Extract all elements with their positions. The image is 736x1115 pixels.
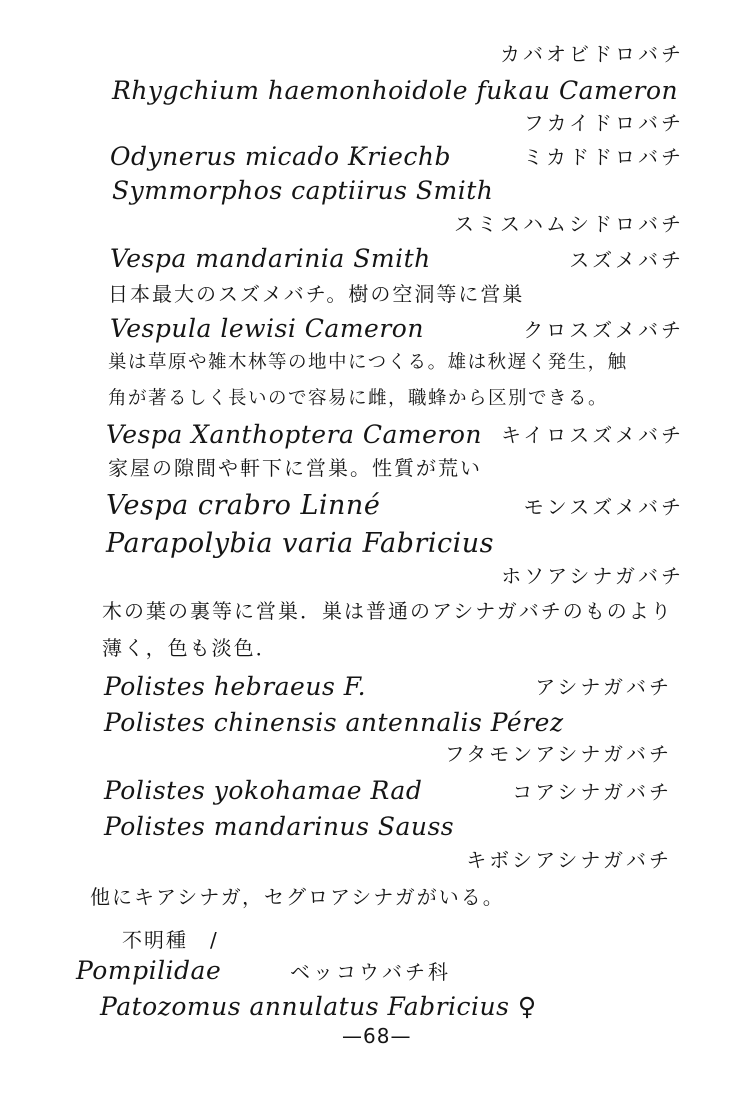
scientific-name: Symmorphos captiirus Smith xyxy=(112,176,494,205)
family-japanese-name: ベッコウバチ科 xyxy=(290,960,451,984)
scientific-name: Vespa Xanthoptera Cameron xyxy=(106,420,483,449)
description-text: 他にキアシナガ，セグロアシナガがいる。 xyxy=(90,885,505,909)
japanese-name: フタモンアシナガバチ xyxy=(444,742,672,766)
japanese-name: キボシアシナガバチ xyxy=(466,848,672,872)
page-number: —68— xyxy=(342,1024,412,1048)
scientific-name: Patozomus annulatus Fabricius ♀ xyxy=(100,992,537,1021)
scientific-name: Odynerus micado Kriechb xyxy=(110,142,451,171)
scientific-name: Polistes yokohamae Rad xyxy=(104,776,423,805)
description-text: 角が著るしく長いので容易に雌，職蜂から区別できる。 xyxy=(108,388,609,409)
scientific-name: Vespa crabro Linné xyxy=(106,490,381,521)
scientific-name: Vespa mandarinia Smith xyxy=(110,244,431,273)
japanese-name: アシナガバチ xyxy=(535,675,672,699)
scientific-name: Parapolybia varia Fabricius xyxy=(106,528,494,559)
note-text: 不明種 / xyxy=(122,928,219,952)
description-text: 薄く，色も淡色． xyxy=(102,636,278,660)
description-text: 日本最大のスズメバチ。樹の空洞等に営巣 xyxy=(108,282,525,306)
scientific-name: Polistes hebraeus F. xyxy=(104,672,367,701)
japanese-name: フカイドロバチ xyxy=(523,111,684,135)
scientific-name: Polistes chinensis antennalis Pérez xyxy=(104,708,564,737)
japanese-name: カバオビドロバチ xyxy=(500,42,684,66)
description-text: 巣は草原や雑木林等の地中につくる。雄は秋遅く発生，触 xyxy=(108,352,628,373)
japanese-name: クロスズメバチ xyxy=(523,318,684,342)
description-text: 木の葉の裏等に営巣．巣は普通のアシナガバチのものより xyxy=(102,599,673,623)
scientific-name: Polistes mandarinus Sauss xyxy=(104,812,455,841)
family-name: Pompilidae xyxy=(76,956,222,985)
japanese-name: スズメバチ xyxy=(569,248,684,272)
japanese-name: ミカドドロバチ xyxy=(523,145,684,169)
scientific-name: Rhygchium haemonhoidole fukau Cameron xyxy=(112,76,679,105)
scientific-name: Vespula lewisi Cameron xyxy=(110,314,424,343)
description-text: 家屋の隙間や軒下に営巣。性質が荒い xyxy=(108,456,482,480)
japanese-name: キイロスズメバチ xyxy=(501,423,684,447)
japanese-name: スミスハムシドロバチ xyxy=(454,212,684,236)
japanese-name: コアシナガバチ xyxy=(512,780,672,804)
japanese-name: ホソアシナガバチ xyxy=(501,564,684,588)
japanese-name: モンスズメバチ xyxy=(523,495,684,519)
